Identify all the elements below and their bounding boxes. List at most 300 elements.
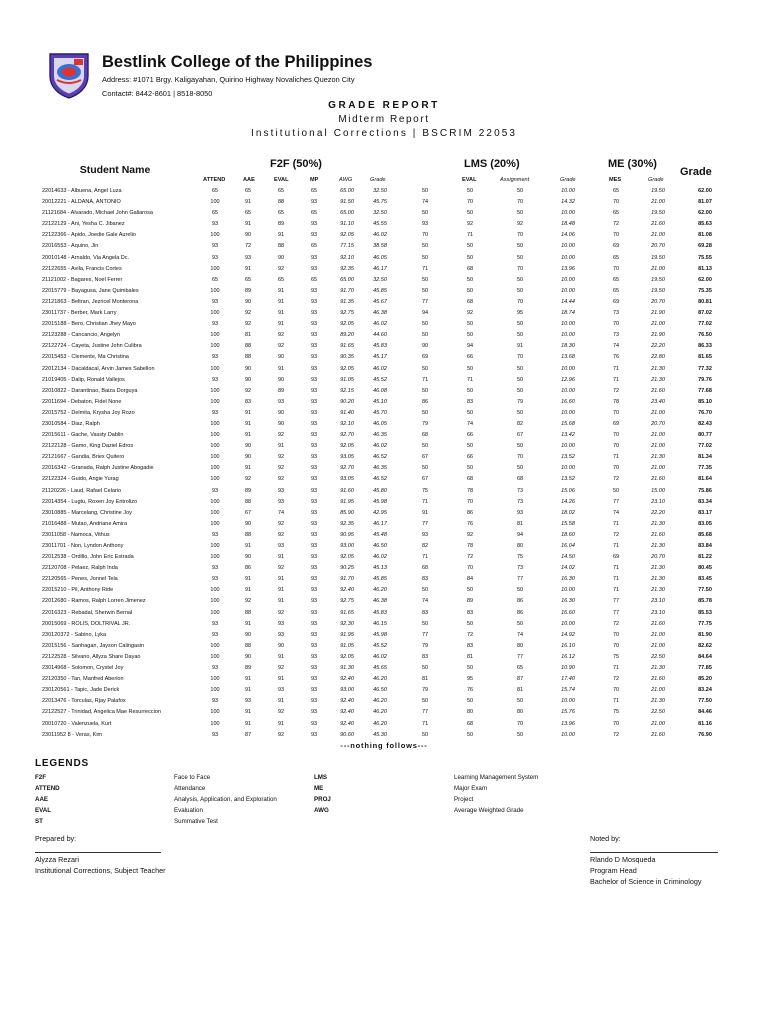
f2f-grade-value: 46.17: [373, 520, 387, 527]
attend-value: 100: [210, 509, 220, 516]
lms-grade-value: 10.00: [561, 321, 575, 328]
lms-eval-value: 83: [466, 642, 474, 649]
mp-value: 93: [310, 232, 318, 239]
awg-value: 91.50: [340, 199, 354, 206]
final-grade-value: 83.24: [698, 687, 712, 694]
legend-code: EVAL: [35, 807, 52, 814]
me-grade-value: 19.50: [651, 210, 665, 217]
prepared-by-title: Institutional Corrections, Subject Teacher: [35, 866, 166, 875]
table-row: [0, 608, 768, 619]
mes-value: 72: [612, 476, 620, 483]
assignment-value: 65: [516, 665, 524, 672]
lms-eval-value: 50: [466, 287, 474, 294]
attend-value: 100: [210, 687, 220, 694]
student-name: 21121002 - Bagares, Noel Ferrer: [42, 276, 123, 283]
attend-value: 93: [211, 376, 219, 383]
table-row: [0, 730, 768, 741]
grade-column-value: 50: [421, 465, 429, 472]
lms-eval-value: 68: [466, 720, 474, 727]
f2f-grade-value: 45.83: [373, 609, 387, 616]
lms-eval-value: 50: [466, 243, 474, 250]
grade-column-value: 93: [421, 221, 429, 228]
aae-value: 83: [244, 398, 252, 405]
assignment-value: 81: [516, 687, 524, 694]
me-grade-value: 21.00: [651, 687, 665, 694]
aae-value: 91: [244, 687, 252, 694]
header-mes: MES: [609, 177, 622, 183]
lms-eval-value: 95: [466, 676, 474, 683]
mp-value: 93: [310, 543, 318, 549]
f2f-grade-value: 46.20: [373, 587, 387, 594]
student-name: 22120565 - Penes, Jonnel Tela: [42, 576, 118, 583]
aae-value: 90: [244, 443, 252, 450]
assignment-value: 73: [516, 498, 524, 505]
aae-value: 90: [244, 554, 252, 561]
final-grade-value: 76.50: [698, 332, 712, 339]
attend-value: 100: [210, 609, 220, 616]
table-row: [0, 585, 768, 596]
final-grade-value: 81.08: [698, 232, 712, 239]
lms-grade-value: 10.90: [561, 665, 575, 672]
lms-eval-value: 68: [466, 298, 474, 305]
f2f-grade-value: 45.13: [373, 565, 387, 572]
final-grade-value: 85.68: [698, 531, 712, 538]
mp-value: 93: [310, 376, 318, 383]
me-grade-value: 21.00: [651, 642, 665, 649]
mes-value: 74: [612, 343, 620, 350]
attend-value: 100: [210, 454, 220, 461]
lms-grade-value: 10.00: [561, 698, 575, 705]
aae-value: 91: [244, 587, 252, 594]
lms-grade-value: 14.32: [561, 199, 575, 206]
awg-value: 92.40: [340, 698, 354, 705]
lms-eval-value: 92: [466, 310, 474, 317]
legend-desc: Summative Test: [174, 818, 218, 825]
awg-value: 89.20: [340, 332, 354, 339]
awg-value: 91.95: [340, 498, 354, 505]
table-row: [0, 630, 768, 641]
f2f-grade-value: 45.85: [373, 287, 387, 294]
student-name: 230120561 - Tapic, Jade Derick: [42, 687, 120, 694]
mes-value: 72: [612, 676, 620, 683]
me-grade-value: 21.00: [651, 465, 665, 472]
mes-value: 73: [612, 310, 620, 317]
final-grade-value: 86.33: [698, 343, 712, 350]
final-grade-value: 81.34: [698, 454, 712, 461]
lms-grade-value: 16.60: [561, 609, 575, 616]
me-grade-value: 21.60: [651, 476, 665, 483]
aae-value: 91: [244, 265, 252, 272]
header-lms-grade: Grade: [560, 177, 576, 183]
eval-value: 92: [277, 731, 285, 738]
attend-value: 100: [210, 642, 220, 649]
table-row: [0, 452, 768, 463]
mp-value: 65: [310, 276, 318, 283]
grade-column-value: 69: [421, 354, 429, 361]
mes-value: 69: [612, 243, 620, 250]
table-row: [0, 386, 768, 397]
assignment-value: 73: [516, 487, 524, 494]
header-final-grade: Grade: [680, 166, 712, 178]
attend-value: 100: [210, 398, 220, 405]
eval-value: 92: [277, 332, 285, 339]
table-row: [0, 308, 768, 319]
lms-grade-value: 13.96: [561, 720, 575, 727]
mp-value: 93: [310, 509, 318, 516]
attend-value: 65: [211, 188, 219, 194]
legend-code: ATTEND: [35, 785, 60, 792]
header-lms-eval: EVAL: [462, 177, 477, 183]
lms-eval-value: 66: [466, 432, 474, 439]
lms-grade-value: 10.00: [561, 188, 575, 194]
assignment-value: 50: [516, 332, 524, 339]
assignment-value: 50: [516, 443, 524, 450]
awg-value: 92.30: [340, 620, 354, 627]
awg-value: 91.30: [340, 665, 354, 672]
student-name: 22016323 - Rebadal, Sherwin Bernal: [42, 609, 133, 616]
final-grade-value: 83.84: [698, 543, 712, 549]
eval-value: 65: [277, 188, 285, 194]
table-row: [0, 596, 768, 607]
aae-value: 92: [244, 321, 252, 328]
grade-column-value: 50: [421, 332, 429, 339]
grade-column-value: 50: [421, 287, 429, 294]
me-grade-value: 19.50: [651, 188, 665, 194]
mes-value: 71: [612, 376, 620, 383]
f2f-grade-value: 44.60: [373, 332, 387, 339]
table-row: [0, 474, 768, 485]
table-row: [0, 241, 768, 252]
legend-code: PROJ: [314, 796, 331, 803]
assignment-value: 70: [516, 354, 524, 361]
table-row: [0, 652, 768, 663]
f2f-grade-value: 46.02: [373, 554, 387, 561]
grade-column-value: 70: [421, 232, 429, 239]
me-grade-value: 21.00: [651, 631, 665, 638]
grade-column-value: 50: [421, 276, 429, 283]
legend-code: LMS: [314, 774, 328, 781]
me-grade-value: 21.30: [651, 587, 665, 594]
college-logo: [44, 50, 94, 100]
aae-value: 91: [244, 676, 252, 683]
grade-column-value: 79: [421, 687, 429, 694]
student-name: 22121667 - Gandia, Briex Quitero: [42, 454, 125, 461]
table-row: [0, 197, 768, 208]
awg-value: 65.00: [340, 188, 354, 194]
table-row: [0, 685, 768, 696]
eval-value: 93: [277, 631, 285, 638]
grade-column-value: 86: [421, 398, 429, 405]
mp-value: 93: [310, 554, 318, 561]
lms-eval-value: 50: [466, 465, 474, 472]
mp-value: 93: [310, 731, 318, 738]
table-row: [0, 463, 768, 474]
student-name: 22015188 - Bero, Christian Jhey Mayo: [42, 321, 136, 328]
table-row: [0, 552, 768, 563]
f2f-grade-value: 45.98: [373, 631, 387, 638]
assignment-value: 94: [516, 531, 524, 538]
mes-value: 77: [612, 598, 620, 605]
f2f-grade-value: 46.15: [373, 620, 387, 627]
mes-value: 71: [612, 587, 620, 594]
lms-grade-value: 13.96: [561, 265, 575, 272]
assignment-value: 80: [516, 642, 524, 649]
final-grade-value: 80.81: [698, 298, 712, 305]
lms-eval-value: 68: [466, 476, 474, 483]
student-name: 22122527 - Trinidad, Angelica Mae Resurreccion: [42, 709, 161, 716]
table-row: [0, 574, 768, 585]
table-row: [0, 719, 768, 730]
lms-eval-value: 86: [466, 509, 474, 516]
f2f-grade-value: 45.48: [373, 531, 387, 538]
mp-value: 93: [310, 698, 318, 705]
student-name: 22011694 - Debaton, Fidel None: [42, 398, 122, 405]
f2f-grade-value: 45.67: [373, 298, 387, 305]
mp-value: 93: [310, 354, 318, 361]
assignment-value: 50: [516, 365, 524, 372]
me-grade-value: 21.60: [651, 676, 665, 683]
awg-value: 91.05: [340, 376, 354, 383]
student-name: 22012680 - Ramos, Ralph Lorren Jimenez: [42, 598, 146, 605]
awg-value: 92.05: [340, 232, 354, 239]
mp-value: 93: [310, 476, 318, 483]
attend-value: 93: [211, 243, 219, 250]
lms-eval-value: 78: [466, 543, 474, 549]
assignment-value: 91: [516, 343, 524, 350]
grade-column-value: 77: [421, 631, 429, 638]
lms-grade-value: 10.00: [561, 276, 575, 283]
student-name: 22012134 - Dacaldacal, Arvin James Sabellon: [42, 365, 155, 372]
mp-value: 65: [310, 188, 318, 194]
f2f-grade-value: 46.20: [373, 698, 387, 705]
f2f-grade-value: 45.83: [373, 343, 387, 350]
attend-value: 100: [210, 420, 220, 427]
lms-eval-value: 50: [466, 443, 474, 450]
assignment-value: 70: [516, 199, 524, 206]
lms-grade-value: 18.02: [561, 509, 575, 516]
table-row: [0, 319, 768, 330]
lms-grade-value: 10.00: [561, 587, 575, 594]
attend-value: 100: [210, 653, 220, 660]
aae-value: 86: [244, 565, 252, 572]
awg-value: 91.40: [340, 409, 354, 416]
lms-grade-value: 18.60: [561, 531, 575, 538]
lms-grade-value: 10.00: [561, 409, 575, 416]
header-f2f: F2F (50%): [270, 158, 322, 170]
noted-by-name: Rlando D Mosqueda: [590, 855, 656, 864]
lms-eval-value: 72: [466, 631, 474, 638]
assignment-value: 50: [516, 321, 524, 328]
attend-value: 100: [210, 543, 220, 549]
final-grade-value: 75.35: [698, 287, 712, 294]
aae-value: 72: [244, 243, 252, 250]
awg-value: 91.70: [340, 576, 354, 583]
mes-value: 70: [612, 321, 620, 328]
attend-value: 93: [211, 221, 219, 228]
lms-eval-value: 50: [466, 409, 474, 416]
attend-value: 93: [211, 565, 219, 572]
grade-column-value: 50: [421, 365, 429, 372]
eval-value: 93: [277, 687, 285, 694]
final-grade-value: 79.76: [698, 376, 712, 383]
lms-eval-value: 76: [466, 687, 474, 694]
lms-grade-value: 16.60: [561, 398, 575, 405]
legend-desc: Analysis, Application, and Exploration: [174, 796, 277, 803]
me-grade-value: 21.00: [651, 432, 665, 439]
student-name: 22122324 - Guido, Angie Yurag: [42, 476, 119, 483]
attend-value: 100: [210, 498, 220, 505]
lms-grade-value: 10.00: [561, 465, 575, 472]
lms-grade-value: 10.00: [561, 387, 575, 394]
final-grade-value: 83.17: [698, 509, 712, 516]
mes-value: 70: [612, 720, 620, 727]
attend-value: 100: [210, 465, 220, 472]
awg-value: 93.00: [340, 543, 354, 549]
awg-value: 93.00: [340, 687, 354, 694]
eval-value: 92: [277, 476, 285, 483]
mes-value: 70: [612, 465, 620, 472]
lms-grade-value: 12.96: [561, 376, 575, 383]
student-name: 21016488 - Mutao, Andriane Amira: [42, 520, 128, 527]
awg-value: 92.40: [340, 720, 354, 727]
eval-value: 91: [277, 587, 285, 594]
grade-column-value: 71: [421, 720, 429, 727]
lms-grade-value: 10.00: [561, 443, 575, 450]
lms-grade-value: 10.00: [561, 243, 575, 250]
lms-eval-value: 80: [466, 709, 474, 716]
lms-grade-value: 10.00: [561, 254, 575, 261]
me-grade-value: 21.00: [651, 409, 665, 416]
final-grade-value: 76.90: [698, 731, 712, 738]
grade-column-value: 67: [421, 476, 429, 483]
student-name: 23011737 - Berber, Mark Larry: [42, 310, 117, 317]
attend-value: 93: [211, 354, 219, 361]
awg-value: 92.35: [340, 265, 354, 272]
aae-value: 91: [244, 465, 252, 472]
table-row: [0, 441, 768, 452]
final-grade-value: 85.63: [698, 221, 712, 228]
f2f-grade-value: 45.17: [373, 354, 387, 361]
grade-column-value: 77: [421, 298, 429, 305]
mes-value: 70: [612, 432, 620, 439]
lms-grade-value: 16.10: [561, 642, 575, 649]
me-grade-value: 22.50: [651, 653, 665, 660]
grade-column-value: 77: [421, 520, 429, 527]
awg-value: 92.75: [340, 310, 354, 317]
final-grade-value: 77.02: [698, 443, 712, 450]
mes-value: 65: [612, 210, 620, 217]
eval-value: 92: [277, 454, 285, 461]
student-name: 22015752 - Delmita, Krysha Joy Rozo: [42, 409, 135, 416]
awg-value: 77.15: [340, 243, 354, 250]
attend-value: 93: [211, 698, 219, 705]
assignment-value: 50: [516, 409, 524, 416]
final-grade-value: 77.50: [698, 587, 712, 594]
student-name: 22121863 - Beltran, Jezricel Monterona: [42, 298, 139, 305]
lms-eval-value: 50: [466, 698, 474, 705]
mp-value: 93: [310, 254, 318, 261]
attend-value: 100: [210, 287, 220, 294]
mp-value: 93: [310, 665, 318, 672]
attend-value: 100: [210, 432, 220, 439]
awg-value: 92.70: [340, 465, 354, 472]
table-row: [0, 186, 768, 197]
legend-code: AWG: [314, 807, 329, 814]
lms-eval-value: 50: [466, 387, 474, 394]
table-row: [0, 508, 768, 519]
grade-column-value: 50: [421, 188, 429, 194]
assignment-value: 95: [516, 310, 524, 317]
mp-value: 93: [310, 409, 318, 416]
table-row: [0, 541, 768, 552]
assignment-value: 50: [516, 620, 524, 627]
table-row: [0, 674, 768, 685]
lms-eval-value: 70: [466, 498, 474, 505]
mp-value: 65: [310, 210, 318, 217]
awg-value: 93.05: [340, 476, 354, 483]
legend-code: F2F: [35, 774, 47, 781]
final-grade-value: 77.75: [698, 620, 712, 627]
mp-value: 93: [310, 199, 318, 206]
aae-value: 91: [244, 432, 252, 439]
mes-value: 71: [612, 454, 620, 461]
f2f-grade-value: 46.08: [373, 387, 387, 394]
aae-value: 93: [244, 698, 252, 705]
assignment-value: 70: [516, 454, 524, 461]
attend-value: 100: [210, 720, 220, 727]
lms-grade-value: 15.68: [561, 420, 575, 427]
mp-value: 93: [310, 565, 318, 572]
final-grade-value: 76.70: [698, 409, 712, 416]
student-name: 22122366 - Apido, Joedie Gale Aurelio: [42, 232, 136, 239]
awg-value: 91.70: [340, 287, 354, 294]
student-name: 22015453 - Clemente, Ma Christina: [42, 354, 129, 361]
mp-value: 93: [310, 487, 318, 494]
lms-grade-value: 14.06: [561, 232, 575, 239]
lms-eval-value: 78: [466, 487, 474, 494]
f2f-grade-value: 45.30: [373, 731, 387, 738]
awg-value: 92.10: [340, 420, 354, 427]
table-row: [0, 275, 768, 286]
lms-eval-value: 50: [466, 365, 474, 372]
prepared-by-label: Prepared by:: [35, 834, 77, 843]
final-grade-value: 81.90: [698, 631, 712, 638]
lms-eval-value: 71: [466, 376, 474, 383]
eval-value: 91: [277, 232, 285, 239]
assignment-value: 93: [516, 509, 524, 516]
f2f-grade-value: 32.50: [373, 188, 387, 194]
lms-grade-value: 13.42: [561, 432, 575, 439]
lms-eval-value: 92: [466, 221, 474, 228]
f2f-grade-value: 46.52: [373, 454, 387, 461]
mp-value: 93: [310, 432, 318, 439]
eval-value: 91: [277, 321, 285, 328]
awg-value: 92.70: [340, 432, 354, 439]
mes-value: 69: [612, 298, 620, 305]
student-name: 21019405 - Dalip, Ronald Vallejos: [42, 376, 125, 383]
me-grade-value: 21.30: [651, 665, 665, 672]
mes-value: 76: [612, 354, 620, 361]
eval-value: 91: [277, 443, 285, 450]
attend-value: 100: [210, 310, 220, 317]
final-grade-value: 75.55: [698, 254, 712, 261]
grade-column-value: 50: [421, 409, 429, 416]
assignment-value: 73: [516, 565, 524, 572]
awg-value: 90.25: [340, 565, 354, 572]
attend-value: 100: [210, 199, 220, 206]
eval-value: 88: [277, 199, 285, 206]
awg-value: 92.05: [340, 554, 354, 561]
